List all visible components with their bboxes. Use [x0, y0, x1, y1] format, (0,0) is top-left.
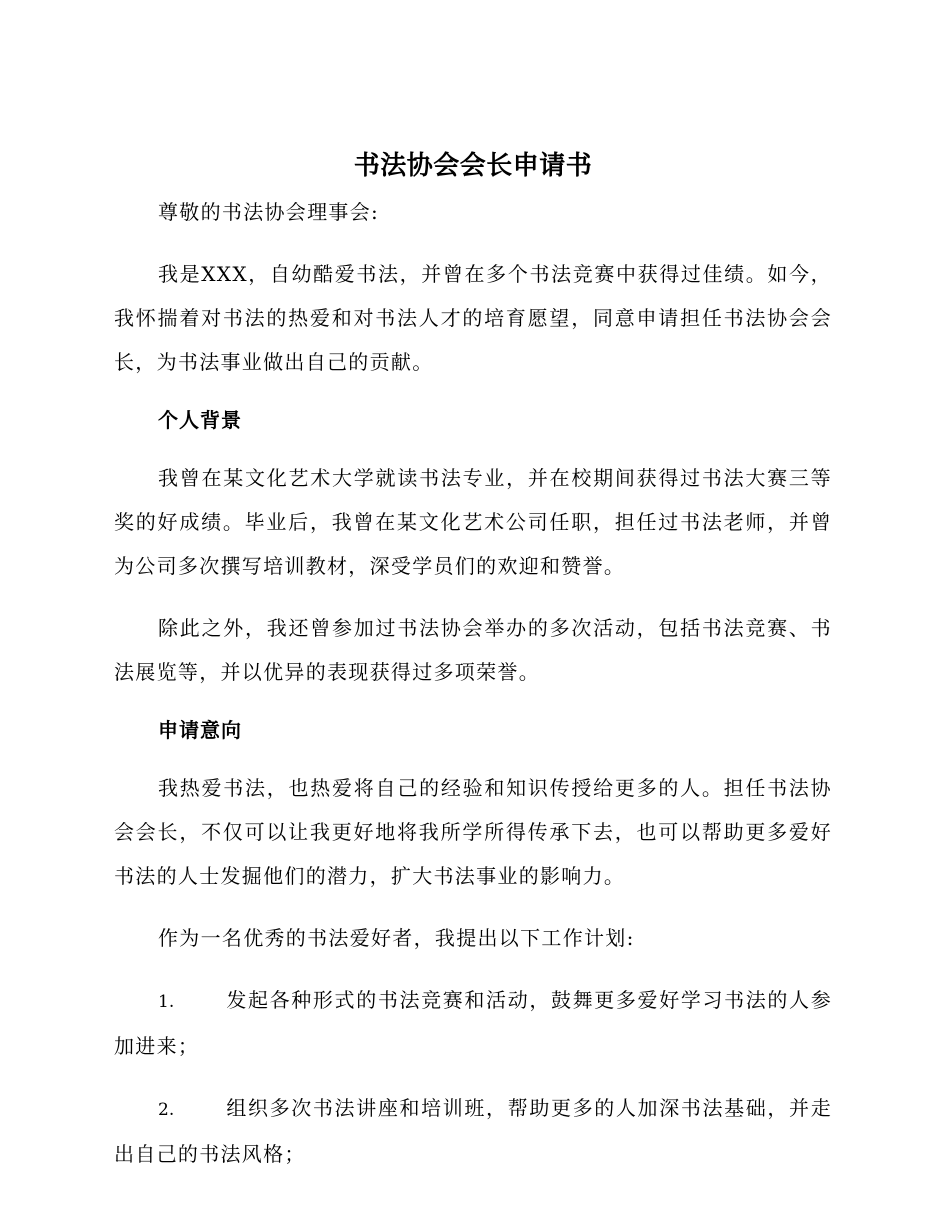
plan-item-number: 2.: [158, 1100, 175, 1120]
plan-item-text: 发起各种形式的书法竞赛和活动，鼓舞更多爱好学习书法的人参加进来；: [114, 988, 832, 1058]
intention-paragraph-1: 我热爱书法，也热爱将自己的经验和知识传授给更多的人。担任书法协会会长，不仅可以让我更好地将我所学所得传承下去，也可以帮助更多爱好书法的人士发掘他们的潜力，扩大书法事业的影响力。: [114, 776, 832, 888]
section-heading-background: 个人背景: [158, 408, 242, 432]
section-heading-intention: 申请意向: [158, 718, 242, 742]
intention-paragraph-2: 作为一名优秀的书法爱好者，我提出以下工作计划:: [158, 926, 635, 950]
background-paragraph-1: 我曾在某文化艺术大学就读书法专业，并在校期间获得过书法大赛三等奖的好成绩。毕业后，我曾在某文化艺术公司任职，担任过书法老师，并曾为公司多次撰写培训教材，深受学员们的欢迎和赞誉。: [114, 466, 832, 578]
document-title: 书法协会会长申请书: [353, 151, 593, 181]
intro-paragraph: 我是XXX，自幼酷爱书法，并曾在多个书法竞赛中获得过佳绩。如今，我怀揣着对书法的热爱和对书法人才的培育愿望，同意申请担任书法协会会长，为书法事业做出自己的贡献。: [114, 262, 832, 374]
plan-item-number: 1.: [158, 992, 175, 1012]
background-paragraph-2: 除此之外，我还曾参加过书法协会举办的多次活动，包括书法竞赛、书法展览等，并以优异的表现获得过多项荣誉。: [114, 616, 832, 684]
salutation: 尊敬的书法协会理事会:: [158, 200, 380, 224]
document-page: [114, 146, 832, 1194]
plan-item-text: 组织多次书法讲座和培训班，帮助更多的人加深书法基础，并走出自己的书法风格；: [114, 1096, 832, 1166]
plan-item-2: [114, 1086, 832, 1176]
plan-item-1: [114, 978, 832, 1068]
